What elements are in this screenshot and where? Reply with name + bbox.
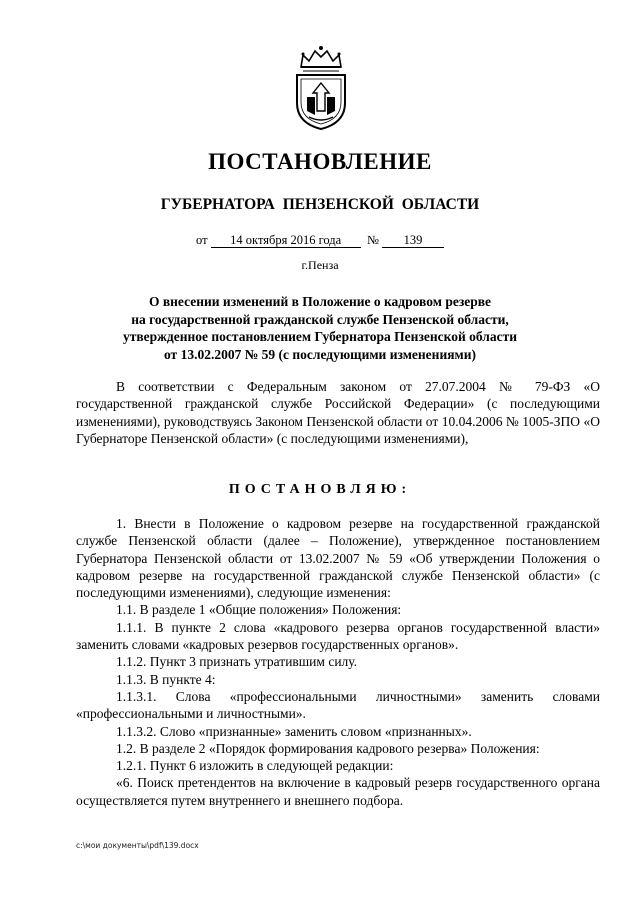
document-city: г.Пенза [301,258,339,272]
preamble-text: В соответствии с Федеральным законом от 27.07.2004 № 79-ФЗ «О государственной гражданской службе Российской Федерации» (с последующими изменениями), руководствуясь Законом Пензенской области от 10.04.2006 № 1005-ЗПО «О Губернаторе Пензенской области» (с последующими изменениями), [76,379,600,446]
document-title: ПОСТАНОВЛЕНИЕ [208,149,432,174]
document-number: 139 [382,234,444,248]
heading-line: на государственной гражданской службе Пензенской области, [131,311,509,327]
paragraph: 1.1.1. В пункте 2 слова «кадрового резерва органов государственной власти» заменить словами «кадровых резервов государственных органов». [76,619,600,653]
paragraph: 1. Внести в Положение о кадровом резерве на государственной гражданской службе Пензенской области (далее – Положение), утвержденное постановлением Губернатора Пензенской области от 13.02.2007 № 59 «Об утверждении Положения о кадровом резерве на государственной гражданской службе Пензенской области» (с последующими изменениями), следующие изменения: [76,516,600,601]
footer-file-path: c:\мои документы\pdf\139.docx [76,841,199,850]
paragraph: «6. Поиск претендентов на включение в кадровый резерв государственного органа осуществляется путем внутреннего и внешнего подбора. [76,775,600,808]
paragraph: 1.1.3. В пункте 4: [116,671,216,687]
penza-region-coat-of-arms-icon [293,45,349,131]
paragraph: 1.1. В разделе 1 «Общие положения» Положения: [116,602,402,618]
date-prefix: от [196,233,208,247]
document-issuer: ГУБЕРНАТОРА ПЕНЗЕНСКОЙ ОБЛАСТИ [160,196,480,213]
heading-line: от 13.02.2007 № 59 (с последующими изменениями) [163,346,476,362]
paragraph: 1.1.2. Пункт 3 признать утратившим силу. [116,654,358,670]
date-number-line [0,233,640,248]
heading-line: утвержденное постановлением Губернатора Пензенской области [122,329,518,344]
document-heading [90,293,550,363]
body-text [76,515,600,809]
paragraph: 1.2.1. Пункт 6 изложить в следующей редакции: [116,758,394,774]
decree-word: ПОСТАНОВЛЯЮ: [228,482,412,497]
paragraph: 1.2. В разделе 2 «Порядок формирования кадрового резерва» Положения: [116,740,540,756]
preamble-block [76,378,600,447]
paragraph: 1.1.3.2. Слово «признанные» заменить словом «признанных». [116,723,472,739]
document-date: 14 октября 2016 года [211,234,361,248]
paragraph: 1.1.3.1. Слова «профессиональными личностными» заменить словами «профессиональными и личностными». [76,688,600,722]
number-prefix: № [366,233,379,247]
heading-line: О внесении изменений в Положение о кадровом резерве [148,294,492,309]
